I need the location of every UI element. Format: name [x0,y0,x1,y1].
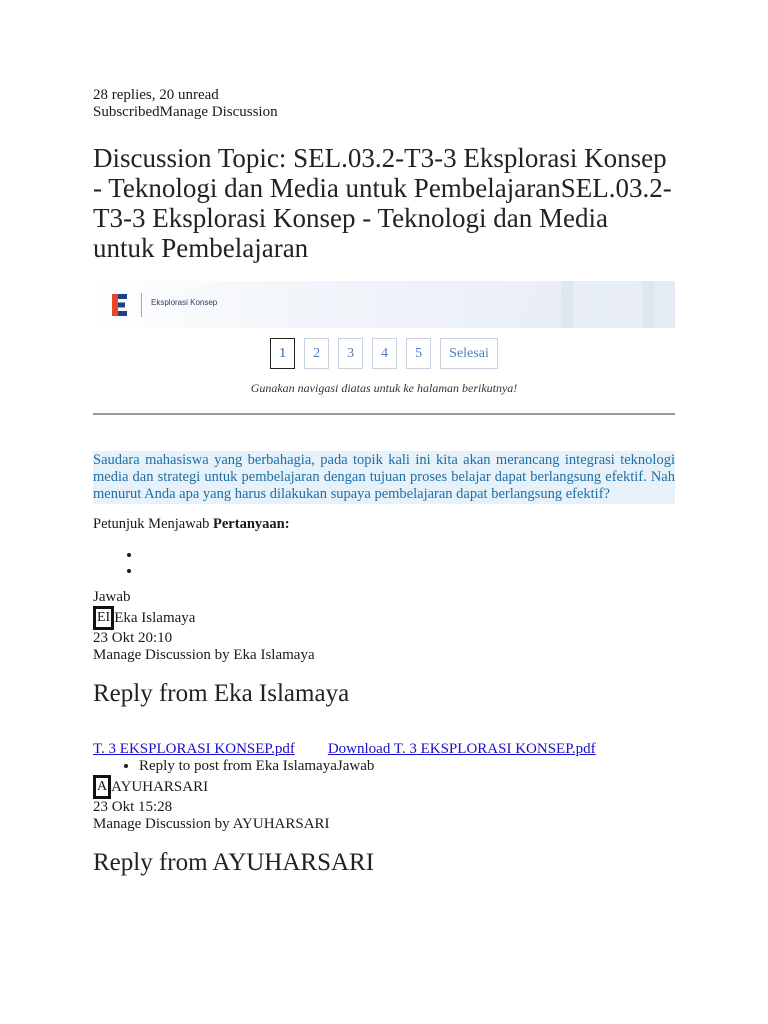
list-item [142,547,675,563]
list-item [139,758,675,775]
banner-divider [141,293,142,317]
page-2-button[interactable]: 2 [304,338,329,369]
manage-discussion-link[interactable]: Manage Discussion by AYUHARSARI [93,816,330,832]
attachment-link[interactable]: T. 3 EKSPLORASI KONSEP.pdf [93,741,295,757]
post-timestamp: 23 Okt 20:10 [93,630,173,646]
banner-decoration [561,281,655,328]
answer-instructions [93,516,675,533]
topic-title: Discussion Topic: SEL.03.2-T3-3 Eksplorasi Konsep - Teknologi dan Media untuk PembelajaranSEL.03.2-T3-3 Eksplorasi Konsep - Teknologi dan Media untuk Pembelajaran [93,143,672,263]
banner-label: Eksplorasi Konsep [151,298,218,307]
instructions-prefix: Petunjuk Menjawab [93,516,214,532]
page-navigation [93,338,675,369]
finish-button[interactable]: Selesai [440,338,498,369]
download-link[interactable]: Download T. 3 EKSPLORASI KONSEP.pdf [327,741,596,757]
discussion-page [93,0,675,877]
list-item [142,563,675,579]
manage-discussion-button[interactable]: Manage Discussion [159,104,278,120]
navigation-hint: Gunakan navigasi diatas untuk ke halaman berikutnya! [250,381,518,395]
page-4-button[interactable]: 4 [372,338,397,369]
reply-heading: Reply from AYUHARSARI [93,849,375,876]
e-logo-icon [109,292,129,318]
reply-entry [93,589,675,775]
instructions-bold: Pertanyaan: [213,516,290,532]
reply-actions [93,758,675,775]
topic-banner [93,281,675,328]
manage-discussion-link[interactable]: Manage Discussion by Eka Islamaya [93,647,315,663]
section-divider [93,413,675,415]
discussion-prompt: Saudara mahasiswa yang berbahagia, pada topik kali ini kita akan merancang integrasi teknologi media dan strategi untuk pembelajaran dengan tujuan proses belajar dapat berlangsung efektif. Nah menurut Anda apa yang harus dilakukan supaya pembelajaran dapat berlangsung efektif? [93,452,675,502]
subscribed-toggle[interactable]: Subscribed [93,104,160,120]
page-1-button[interactable]: 1 [270,338,295,369]
reply-count: 28 replies, 20 unread [93,87,219,103]
avatar: A [93,775,111,799]
subscription-row [93,104,675,121]
reply-button[interactable]: Jawab [93,589,131,605]
avatar: EI [93,606,114,630]
post-timestamp: 23 Okt 15:28 [93,799,173,815]
instruction-list [93,547,675,579]
reply-button[interactable]: Jawab [336,758,375,774]
author-name[interactable]: AYUHARSARI [111,779,209,795]
reply-heading: Reply from Eka Islamaya [93,680,350,707]
author-row [93,606,675,630]
reply-to-post-link[interactable]: Reply to post from Eka Islamaya [139,758,337,774]
author-row [93,775,675,799]
reply-entry [93,775,675,877]
author-name[interactable]: Eka Islamaya [114,610,196,626]
attachment-row [93,741,675,758]
page-5-button[interactable]: 5 [406,338,431,369]
page-3-button[interactable]: 3 [338,338,363,369]
